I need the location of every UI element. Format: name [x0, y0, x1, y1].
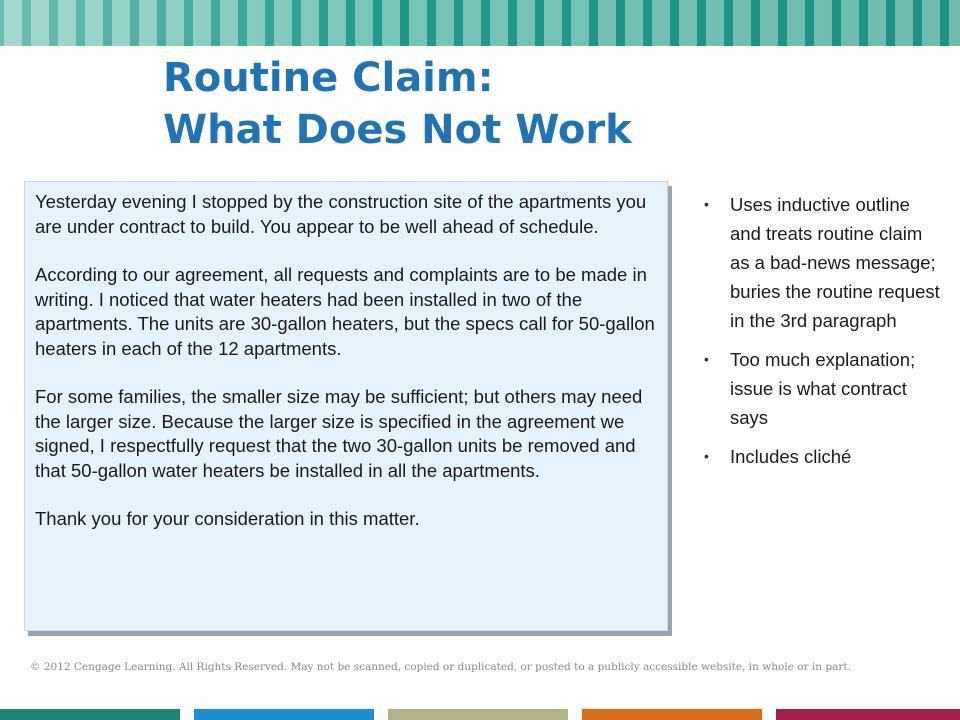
slide-title-line-1: Routine Claim:: [163, 55, 494, 101]
bullet-text: Uses inductive outline and treats routine claim as a bad-news message; buries the routine request in the 3rd paragraph: [730, 194, 940, 331]
letter-paragraph-3: For some families, the smaller size may be sufficient; but others may need the larger size. Because the larger size is specified in the agreement we signed, I respectfully request that the two 30-gallon units be removed and that 50-gallon water heaters be installed in all the apartments.: [35, 386, 643, 481]
top-band-shading: [0, 0, 960, 46]
bullet-item: [704, 190, 940, 335]
bottom-bar-teal: [0, 709, 180, 720]
bullet-text: Includes cliché: [730, 446, 852, 467]
bottom-bar-blue: [194, 709, 374, 720]
critique-bullet-list: [704, 190, 940, 481]
bullet-item: [704, 442, 940, 471]
copyright-notice: © 2012 Cengage Learning. All Rights Reserved. May not be scanned, copied or duplicated, or posted to a publicly accessible website, in whole or in part.: [30, 661, 851, 673]
bottom-bar-orange: [582, 709, 762, 720]
sample-letter-box: [24, 181, 668, 631]
bottom-bar-olive: [388, 709, 568, 720]
bullet-item: [704, 345, 940, 432]
slide-title-line-2: What Does Not Work: [163, 107, 632, 153]
bullet-dot-icon: •: [704, 351, 709, 367]
letter-paragraph-1: Yesterday evening I stopped by the construction site of the apartments you are under contract to build. You appear to be well ahead of schedule.: [35, 191, 647, 237]
bottom-color-bars: [0, 709, 960, 720]
letter-paragraph-2: According to our agreement, all requests and complaints are to be made in writing. I noticed that water heaters had been installed in two of the apartments. The units are 30-gallon heaters, but the specs call for 50-gallon heaters in each of the 12 apartments.: [35, 264, 655, 359]
bullet-dot-icon: •: [704, 448, 709, 464]
letter-closing: Thank you for your consideration in this matter.: [35, 508, 420, 529]
bullet-text: Too much explanation; issue is what contract says: [730, 349, 916, 428]
slide-title: [163, 52, 632, 156]
bottom-bar-maroon: [776, 709, 960, 720]
bullet-dot-icon: •: [704, 196, 709, 212]
